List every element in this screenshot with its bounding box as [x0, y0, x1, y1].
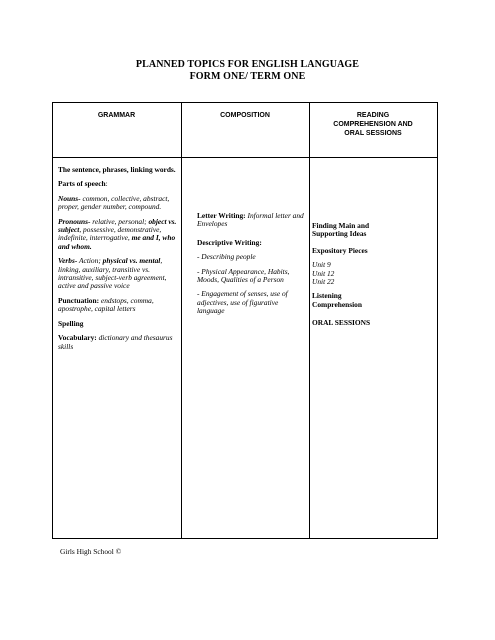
reading-cell	[312, 222, 432, 334]
finding-ideas-topic: Finding Main and Supporting Ideas	[312, 221, 370, 239]
composition-cell	[197, 212, 305, 322]
nouns-topic: Nouns- common, collective, abstract, proper, gender number, compound.	[58, 193, 170, 212]
unit-9: Unit 9	[312, 260, 331, 270]
composition-header: COMPOSITION	[220, 112, 270, 119]
page-subtitle: FORM ONE/ TERM ONE	[189, 71, 306, 82]
reading-header: READING COMPREHENSION AND ORAL SESSIONS	[333, 112, 413, 137]
parts-of-speech: Parts of speech:	[58, 179, 108, 189]
grammar-cell	[58, 166, 178, 357]
verbs-topic: Verbs- Action; physical vs. mental, linking, auxiliary, transitive vs. intransitive, subject-verb agreement, active and passive voice	[58, 256, 167, 291]
expository-pieces-topic: Expository Pieces	[312, 245, 368, 255]
punctuation-topic: Punctuation: endstops, comma, apostrophe, capital letters	[58, 295, 154, 314]
spelling-topic: Spelling	[58, 318, 84, 328]
descriptive-writing-topic: Descriptive Writing:	[197, 237, 262, 247]
page-title: PLANNED TOPICS FOR ENGLISH LANGUAGE	[135, 59, 360, 70]
pronouns-topic: Pronouns- relative, personal; object vs. subject, possessive, demonstrative, indefinite, interrogative, me and I, who and whom.	[58, 216, 177, 251]
header-divider	[52, 157, 438, 158]
vocabulary-topic: Vocabulary: dictionary and thesaurus skills	[58, 333, 173, 351]
describing-people-item: - Describing people	[197, 252, 256, 262]
unit-22: Unit 22	[312, 277, 335, 287]
oral-sessions-topic: ORAL SESSIONS	[312, 318, 371, 328]
topics-table	[52, 102, 438, 539]
unit-12: Unit 12	[312, 268, 335, 278]
letter-writing-topic: Letter Writing: Informal letter and Envelopes	[197, 211, 304, 229]
table-border-right	[437, 102, 438, 539]
engagement-senses-item: - Engagement of senses, use of adjectives, use of figurative language	[197, 289, 288, 316]
listening-topic: Listening Comprehension	[312, 291, 362, 309]
grammar-header: GRAMMAR	[97, 112, 136, 119]
physical-appearance-item: - Physical Appearance, Habits, Moods, Qualities of a Person	[197, 266, 290, 285]
column-divider-1	[181, 102, 182, 539]
sentence-topic: The sentence, phrases, linking words.	[58, 165, 176, 174]
footer-copyright: Girls High School ©	[60, 547, 122, 556]
table-border-top	[52, 102, 438, 103]
table-border-left	[52, 102, 53, 539]
table-border-bottom	[52, 538, 438, 539]
column-divider-2	[309, 102, 310, 539]
